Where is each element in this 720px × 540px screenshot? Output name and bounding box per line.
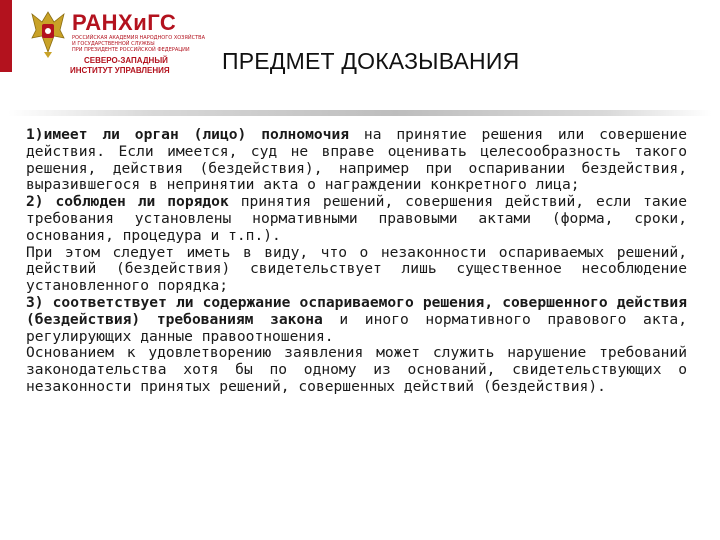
paragraph-grounds: Основанием к удовлетворению заявления может служить нарушение требований законодательства хотя бы по одному из оснований, свидетельствующих о незаконности принятых решений, совершенных действий (бездействия).	[26, 344, 687, 395]
paragraph-text: принятия решений, совершения действий, если такие требования установлены нормативными правовыми актами (форма, сроки, основания, процедура и т.п.).	[26, 193, 688, 244]
branch-name: СЕВЕРО-ЗАПАДНЫЙ	[84, 56, 168, 65]
bold-lead: 3) соответствует ли содержание оспариваемого решения, совершенного действия (бездействия) требованиям закона	[26, 293, 687, 328]
paragraph-procedure	[26, 194, 687, 244]
slide-title: ПРЕДМЕТ ДОКАЗЫВАНИЯ	[222, 48, 520, 74]
paragraph-note: При этом следует иметь в виду, что о незаконности оспариваемых решений, действий (бездействия) свидетельствует лишь существенное несоблюдение установленного порядка;	[26, 243, 687, 295]
brand-tagline: ПРИ ПРЕЗИДЕНТЕ РОССИЙСКОЙ ФЕДЕРАЦИИ	[72, 47, 190, 53]
paragraph-text: и иного нормативного правового акта, регулирующих данные правоотношения.	[26, 310, 687, 345]
logo	[28, 8, 205, 75]
paragraph-compliance	[26, 295, 687, 345]
accent-bar	[0, 0, 12, 72]
paragraph-text: на принятие решения или совершение действия. Если имеется, суд не вправе оценивать целесообразность такого решения, действия (бездействия), например при оспаривании бездействия, выразившегося в непринятии акта о награждении конкретного лица;	[26, 126, 687, 194]
branch-name: ИНСТИТУТ УПРАВЛЕНИЯ	[70, 66, 170, 75]
title-divider	[8, 110, 712, 116]
bold-lead: 2) соблюден ли порядок	[26, 193, 229, 211]
brand-tagline: И ГОСУДАРСТВЕННОЙ СЛУЖБЫ	[72, 41, 155, 47]
paragraph-authority	[26, 127, 687, 194]
brand-tagline: РОССИЙСКАЯ АКАДЕМИЯ НАРОДНОГО ХОЗЯЙСТВА	[72, 35, 205, 41]
slide-body	[26, 127, 687, 396]
bold-lead: 1)имеет ли орган (лицо) полномочия	[26, 126, 350, 143]
brand-name: РАНХиГС	[72, 10, 177, 35]
eagle-emblem-icon	[28, 8, 68, 60]
